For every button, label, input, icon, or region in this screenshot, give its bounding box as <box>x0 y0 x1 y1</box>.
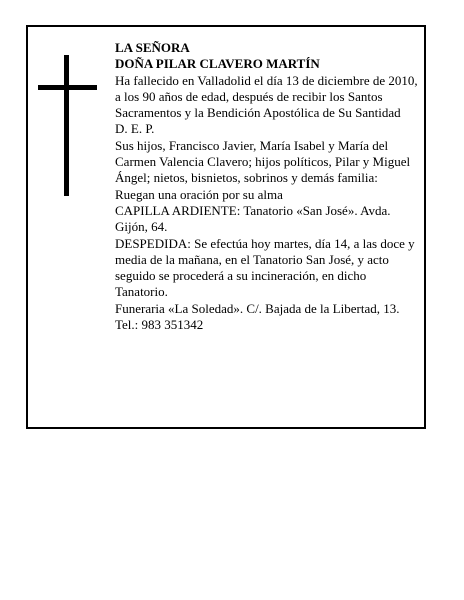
notice-heading: LA SEÑORA <box>115 40 190 55</box>
deceased-name: DOÑA PILAR CLAVERO MARTÍN <box>115 56 320 72</box>
chapel-info: CAPILLA ARDIENTE: Tanatorio «San José». Avda. Gijón, 64. <box>115 202 391 235</box>
cross-vertical-bar <box>64 55 69 196</box>
rip-line: D. E. P. <box>115 121 155 137</box>
cross-horizontal-bar <box>38 85 97 90</box>
prayer-request: Ruegan una oración por su alma <box>115 186 283 202</box>
phone-number: Tel.: 983 351342 <box>115 317 204 333</box>
death-statement: Ha fallecido en Valladolid el día 13 de diciembre de 2010, a los 90 años de edad, después de recibir los Santos Sacramentos y la Bendición Apostólica de Su Santidad <box>115 72 418 121</box>
notice-text <box>115 40 420 333</box>
family-list: Sus hijos, Francisco Javier, María Isabel y María del Carmen Valencia Clavero; hijos políticos, Pilar y Miguel Ángel; nietos, bisnietos, sobrinos y demás familia: <box>115 137 411 186</box>
funeral-home: Funeraria «La Soledad». C/. Bajada de la Libertad, 13. <box>115 300 400 316</box>
farewell-info: DESPEDIDA: Se efectúa hoy martes, día 14, a las doce y media de la mañana, en el Tanatorio San José, y acto seguido se procederá a su incineración, en dicho Tanatorio. <box>115 235 415 300</box>
